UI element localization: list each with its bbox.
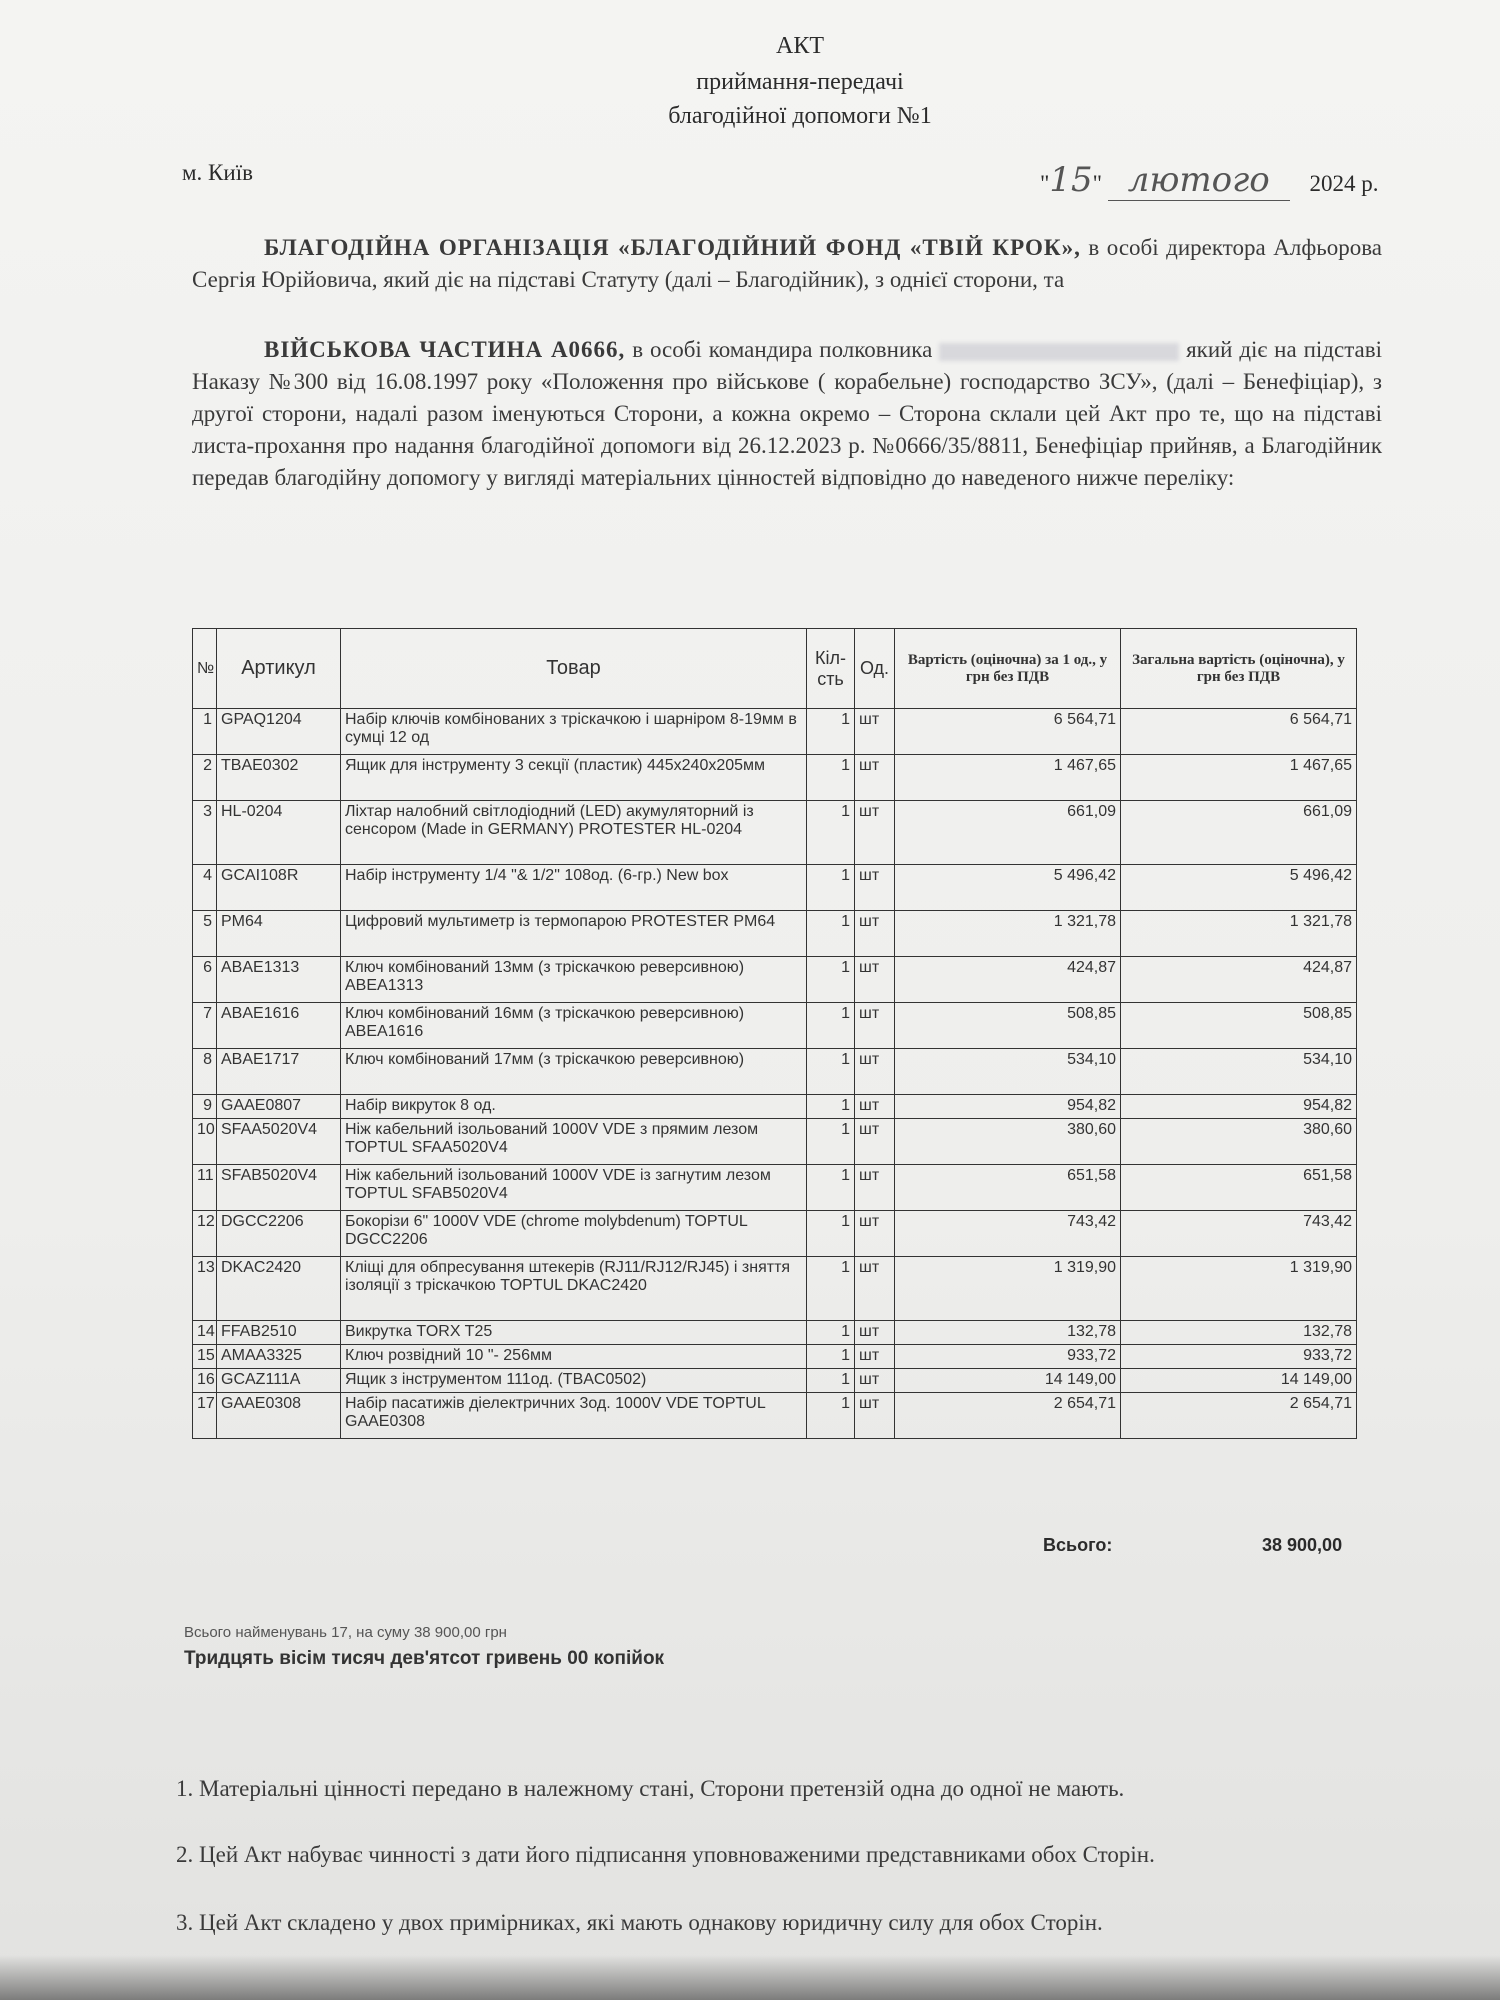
cell-unit: шт	[855, 801, 895, 865]
cell-qty: 1	[807, 1345, 855, 1369]
cell-total: 6 564,71	[1121, 709, 1357, 755]
cell-qty: 1	[807, 1369, 855, 1393]
cell-unit: шт	[855, 1393, 895, 1439]
cell-price: 1 467,65	[895, 755, 1121, 801]
cell-num: 6	[193, 957, 217, 1003]
summary-line: Всього найменувань 17, на суму 38 900,00 грн	[184, 1624, 507, 1641]
cell-product: Ключ комбінований 16мм (з тріскачкою реверсивною) ABEA1616	[341, 1003, 807, 1049]
cell-unit: шт	[855, 1369, 895, 1393]
cell-qty: 1	[807, 1393, 855, 1439]
cell-total: 743,42	[1121, 1211, 1357, 1257]
cell-unit: шт	[855, 1321, 895, 1345]
date-year: 2024 р.	[1309, 171, 1379, 196]
cell-price: 14 149,00	[895, 1369, 1121, 1393]
cell-num: 8	[193, 1049, 217, 1095]
table-row	[193, 1003, 1357, 1049]
cell-unit: шт	[855, 755, 895, 801]
cell-product: Ящик для інструменту 3 секції (пластик) 445x240x205мм	[341, 755, 807, 801]
cell-price: 1 319,90	[895, 1257, 1121, 1321]
cell-num: 4	[193, 865, 217, 911]
cell-article: FFAB2510	[217, 1321, 341, 1345]
cell-product: Набір ключів комбінованих з тріскачкою і шарніром 8-19мм в сумці 12 од	[341, 709, 807, 755]
cell-product: Набір викруток 8 од.	[341, 1095, 807, 1119]
cell-product: Набір пасатижів діелектричних 3од. 1000V VDE TOPTUL GAAE0308	[341, 1393, 807, 1439]
cell-article: ABAE1313	[217, 957, 341, 1003]
cell-total: 661,09	[1121, 801, 1357, 865]
cell-total: 1 467,65	[1121, 755, 1357, 801]
cell-unit: шт	[855, 1003, 895, 1049]
col-total: Загальна вартість (оціночна), у грн без ПДВ	[1121, 629, 1357, 709]
cell-article: GCAZ111A	[217, 1369, 341, 1393]
beneficiary-name: ВІЙСЬКОВА ЧАСТИНА А0666,	[264, 337, 626, 362]
donor-text: в особі директора Алфьорова Сергія Юрійовича, який діє на підставі Статуту (далі – Благодійник), з однієї сторони, та	[192, 235, 1382, 292]
table-header-row	[193, 629, 1357, 709]
doc-title: АКТ	[776, 33, 824, 59]
cell-price: 661,09	[895, 801, 1121, 865]
cell-num: 11	[193, 1165, 217, 1211]
cell-total: 1 319,90	[1121, 1257, 1357, 1321]
cell-qty: 1	[807, 1119, 855, 1165]
clause-1: 1. Матеріальні цінності передано в належному стані, Сторони претензій одна до одної не мають.	[176, 1776, 1125, 1801]
cell-article: GPAQ1204	[217, 709, 341, 755]
cell-article: TBAE0302	[217, 755, 341, 801]
cell-price: 651,58	[895, 1165, 1121, 1211]
cell-product: Кліщі для обпресування штекерів (RJ11/RJ12/RJ45) і зняття ізоляції з тріскачкою TOPTUL DKAC2420	[341, 1257, 807, 1321]
cell-total: 534,10	[1121, 1049, 1357, 1095]
cell-article: ABAE1616	[217, 1003, 341, 1049]
cell-num: 9	[193, 1095, 217, 1119]
cell-price: 2 654,71	[895, 1393, 1121, 1439]
cell-product: Викрутка TORX T25	[341, 1321, 807, 1345]
cell-qty: 1	[807, 1003, 855, 1049]
cell-article: DGCC2206	[217, 1211, 341, 1257]
cell-product: Набір інструменту 1/4 "& 1/2" 108од. (6-гр.) New box	[341, 865, 807, 911]
cell-article: HL-0204	[217, 801, 341, 865]
cell-qty: 1	[807, 865, 855, 911]
table-row	[193, 1321, 1357, 1345]
cell-qty: 1	[807, 755, 855, 801]
scan-shadow	[0, 1955, 1500, 2000]
cell-total: 651,58	[1121, 1165, 1357, 1211]
cell-price: 1 321,78	[895, 911, 1121, 957]
cell-num: 5	[193, 911, 217, 957]
cell-article: ABAE1717	[217, 1049, 341, 1095]
cell-num: 14	[193, 1321, 217, 1345]
date-day: 15	[1049, 160, 1093, 200]
cell-unit: шт	[855, 1211, 895, 1257]
col-num: №	[193, 629, 217, 709]
cell-unit: шт	[855, 957, 895, 1003]
cell-num: 10	[193, 1119, 217, 1165]
cell-qty: 1	[807, 957, 855, 1003]
cell-num: 3	[193, 801, 217, 865]
total-value: 38 900,00	[1262, 1535, 1343, 1555]
table-row	[193, 1211, 1357, 1257]
cell-qty: 1	[807, 801, 855, 865]
cell-article: SFAB5020V4	[217, 1165, 341, 1211]
cell-qty: 1	[807, 709, 855, 755]
cell-num: 2	[193, 755, 217, 801]
cell-num: 16	[193, 1369, 217, 1393]
table-row	[193, 755, 1357, 801]
cell-price: 424,87	[895, 957, 1121, 1003]
clause-3: 3. Цей Акт складено у двох примірниках, які мають однакову юридичну силу для обох Сторін.	[176, 1910, 1103, 1935]
table-row	[193, 709, 1357, 755]
cell-product: Ключ комбінований 13мм (з тріскачкою реверсивною) ABEA1313	[341, 957, 807, 1003]
beneficiary-text: в особі командира полковника	[625, 337, 940, 362]
date-month: лютого	[1108, 160, 1290, 201]
cell-product: Ніж кабельний ізольований 1000V VDE із загнутим лезом TOPTUL SFAB5020V4	[341, 1165, 807, 1211]
cell-unit: шт	[855, 1119, 895, 1165]
cell-unit: шт	[855, 1257, 895, 1321]
cell-total: 5 496,42	[1121, 865, 1357, 911]
table-row	[193, 911, 1357, 957]
col-price: Вартість (оціночна) за 1 од., у грн без ПДВ	[895, 629, 1121, 709]
cell-qty: 1	[807, 1257, 855, 1321]
cell-price: 743,42	[895, 1211, 1121, 1257]
cell-article: DKAC2420	[217, 1257, 341, 1321]
place: м. Київ	[182, 160, 253, 185]
beneficiary-text-2: який діє на підставі Наказу №300 від 16.08.1997 року «Положення про військове ( корабельне) господарство ЗСУ», (далі – Бенефіціар), з другої сторони, надалі разом іменуються Сторони, а кожна окремо – Сторона склали цей Акт про те, що на підставі листа-прохання про надання благодійної допомоги від 26.12.2023 р. №0666/35/8811, Бенефіціар прийняв, а Благодійник передав благодійну допомогу у вигляді матеріальних цінностей відповідно до наведеного нижче переліку:	[192, 337, 1382, 490]
cell-price: 380,60	[895, 1119, 1121, 1165]
cell-product: Ключ розвідний 10 "- 256мм	[341, 1345, 807, 1369]
table-row	[193, 1369, 1357, 1393]
col-qty: Кіл-сть	[807, 629, 855, 709]
table-row	[193, 1119, 1357, 1165]
table-row	[193, 1049, 1357, 1095]
cell-price: 5 496,42	[895, 865, 1121, 911]
cell-unit: шт	[855, 911, 895, 957]
cell-num: 7	[193, 1003, 217, 1049]
cell-price: 508,85	[895, 1003, 1121, 1049]
table-row	[193, 865, 1357, 911]
cell-qty: 1	[807, 1211, 855, 1257]
cell-qty: 1	[807, 1049, 855, 1095]
cell-product: Ящик з інструментом 111од. (TBAC0502)	[341, 1369, 807, 1393]
cell-unit: шт	[855, 1049, 895, 1095]
table-row	[193, 1257, 1357, 1321]
table-row	[193, 801, 1357, 865]
cell-article: GAAE0308	[217, 1393, 341, 1439]
cell-price: 534,10	[895, 1049, 1121, 1095]
clause-2: 2. Цей Акт набуває чинності з дати його підписання уповноваженими представниками обох Сторін.	[176, 1842, 1155, 1867]
table-row	[193, 1345, 1357, 1369]
col-article: Артикул	[217, 629, 341, 709]
cell-price: 954,82	[895, 1095, 1121, 1119]
cell-num: 1	[193, 709, 217, 755]
table-row	[193, 957, 1357, 1003]
cell-total: 954,82	[1121, 1095, 1357, 1119]
items-table	[192, 628, 1357, 1439]
intro-paragraph-2	[192, 334, 1382, 494]
cell-num: 17	[193, 1393, 217, 1439]
cell-article: GCAI108R	[217, 865, 341, 911]
date: "15" лютого 2024 р.	[1040, 160, 1379, 200]
col-product: Товар	[341, 629, 807, 709]
cell-unit: шт	[855, 1345, 895, 1369]
cell-unit: шт	[855, 1095, 895, 1119]
cell-unit: шт	[855, 865, 895, 911]
cell-qty: 1	[807, 1095, 855, 1119]
cell-unit: шт	[855, 1165, 895, 1211]
total-label: Всього:	[1043, 1535, 1113, 1555]
cell-article: PM64	[217, 911, 341, 957]
cell-total: 1 321,78	[1121, 911, 1357, 957]
redacted-name	[939, 343, 1179, 361]
cell-price: 6 564,71	[895, 709, 1121, 755]
cell-total: 424,87	[1121, 957, 1357, 1003]
cell-product: Ліхтар налобний світлодіодний (LED) акумуляторний із сенсором (Made in GERMANY) PROTESTER HL-0204	[341, 801, 807, 865]
cell-num: 15	[193, 1345, 217, 1369]
cell-num: 13	[193, 1257, 217, 1321]
cell-qty: 1	[807, 1165, 855, 1211]
cell-unit: шт	[855, 709, 895, 755]
cell-qty: 1	[807, 911, 855, 957]
donor-name: БЛАГОДІЙНА ОРГАНІЗАЦІЯ «БЛАГОДІЙНИЙ ФОНД «ТВІЙ КРОК»,	[264, 235, 1081, 260]
summary-words: Тридцять вісім тисяч дев'ятсот гривень 00 копійок	[184, 1648, 665, 1669]
cell-article: AMAA3325	[217, 1345, 341, 1369]
cell-product: Цифровий мультиметр із термопарою PROTESTER PM64	[341, 911, 807, 957]
cell-total: 380,60	[1121, 1119, 1357, 1165]
cell-qty: 1	[807, 1321, 855, 1345]
cell-total: 508,85	[1121, 1003, 1357, 1049]
doc-subtitle: приймання-передачі	[696, 69, 904, 95]
cell-total: 933,72	[1121, 1345, 1357, 1369]
cell-article: GAAE0807	[217, 1095, 341, 1119]
cell-num: 12	[193, 1211, 217, 1257]
cell-price: 132,78	[895, 1321, 1121, 1345]
col-unit: Од.	[855, 629, 895, 709]
table-row	[193, 1165, 1357, 1211]
table-row	[193, 1393, 1357, 1439]
cell-article: SFAA5020V4	[217, 1119, 341, 1165]
cell-total: 132,78	[1121, 1321, 1357, 1345]
cell-total: 14 149,00	[1121, 1369, 1357, 1393]
cell-product: Ніж кабельний ізольований 1000V VDE з прямим лезом TOPTUL SFAA5020V4	[341, 1119, 807, 1165]
cell-price: 933,72	[895, 1345, 1121, 1369]
intro-paragraph-1	[192, 232, 1382, 296]
cell-product: Бокорізи 6" 1000V VDE (chrome molybdenum) TOPTUL DGCC2206	[341, 1211, 807, 1257]
cell-product: Ключ комбінований 17мм (з тріскачкою реверсивною)	[341, 1049, 807, 1095]
table-row	[193, 1095, 1357, 1119]
doc-subtitle-2: благодійної допомоги №1	[668, 103, 932, 129]
cell-total: 2 654,71	[1121, 1393, 1357, 1439]
